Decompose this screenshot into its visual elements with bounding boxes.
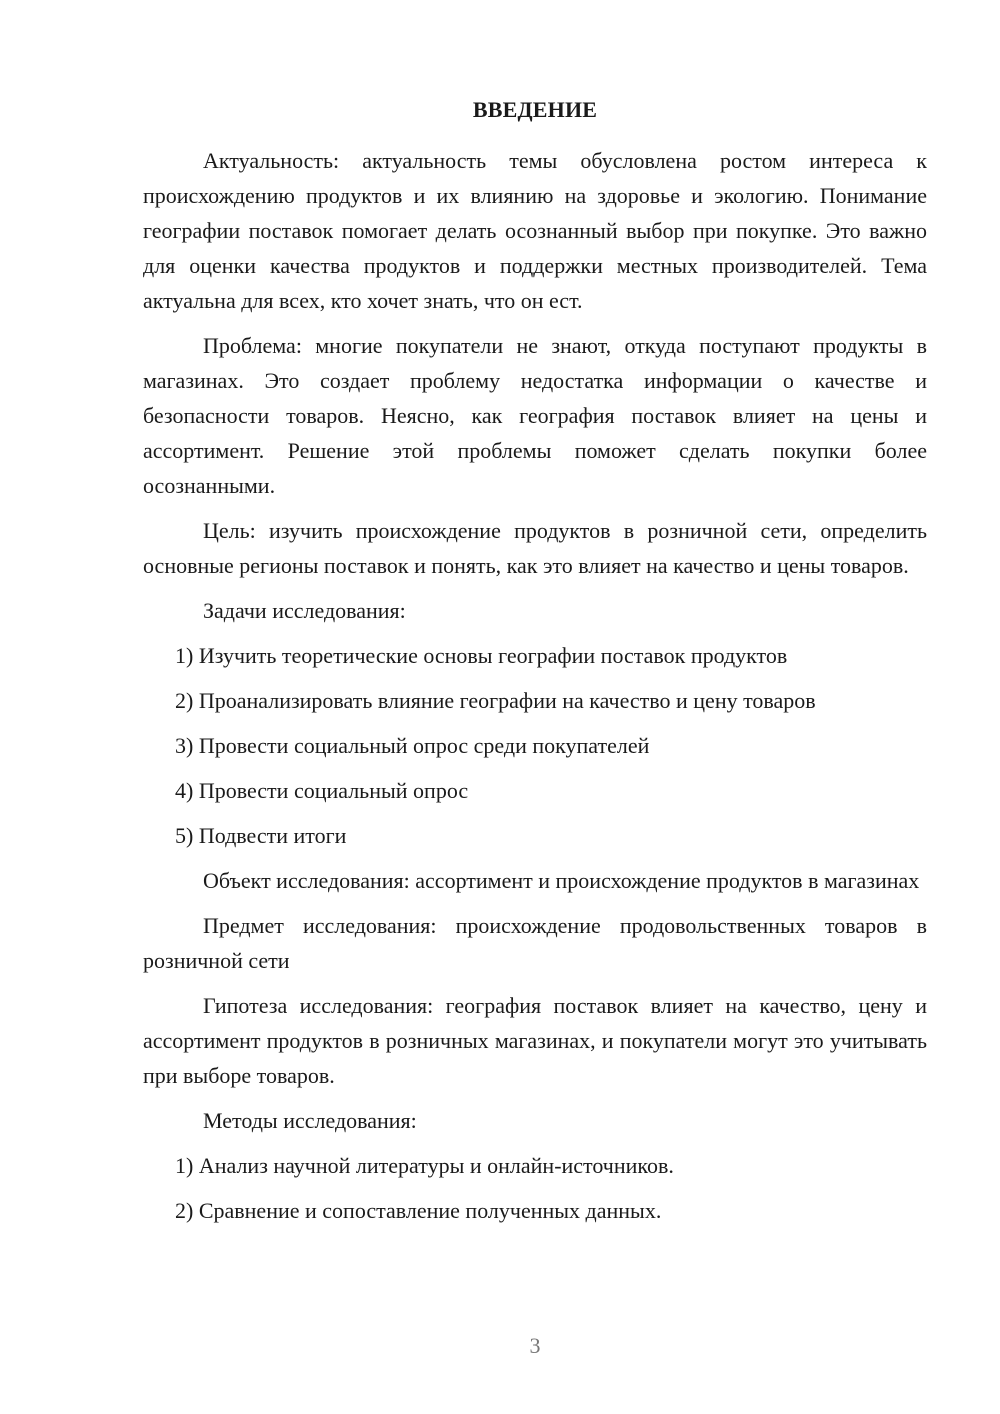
- relevance-paragraph: Актуальность: актуальность темы обусловлена ростом интереса к происхождению продуктов и их влиянию на здоровье и экологию. Понимание географии поставок помогает делать осознанный выбор при покупке. Это важно для оценки качества продуктов и поддержки местных производителей. Тема актуальна для всех, кто хочет знать, что он ест.: [143, 148, 927, 313]
- page-content: [143, 95, 927, 1238]
- subject-paragraph: Предмет исследования: происхождение продовольственных товаров в розничной сети: [143, 913, 927, 973]
- task-item: 2) Проанализировать влияние географии на качество и цену товаров: [175, 688, 816, 713]
- task-item: 5) Подвести итоги: [175, 823, 347, 848]
- task-item: 3) Провести социальный опрос среди покупателей: [175, 733, 650, 758]
- section-heading: ВВЕДЕНИЕ: [472, 97, 598, 122]
- goal-paragraph: Цель: изучить происхождение продуктов в розничной сети, определить основные регионы поставок и понять, как это влияет на качество и цены товаров.: [143, 518, 927, 578]
- object-paragraph: Объект исследования: ассортимент и происхождение продуктов в магазинах: [203, 868, 920, 893]
- methods-label: Методы исследования:: [203, 1108, 417, 1133]
- problem-paragraph: Проблема: многие покупатели не знают, откуда поступают продукты в магазинах. Это создает проблему недостатка информации о качестве и безопасности товаров. Неясно, как география поставок влияет на цены и ассортимент. Решение этой проблемы поможет сделать покупки более осознанными.: [143, 333, 927, 498]
- task-item: 4) Провести социальный опрос: [175, 778, 469, 803]
- method-item: 1) Анализ научной литературы и онлайн-источников.: [175, 1153, 674, 1178]
- task-item: 1) Изучить теоретические основы географии поставок продуктов: [175, 643, 788, 668]
- page-number: 3: [529, 1333, 541, 1358]
- tasks-label: Задачи исследования:: [203, 598, 406, 623]
- method-item: 2) Сравнение и сопоставление полученных данных.: [175, 1198, 662, 1223]
- hypothesis-paragraph: Гипотеза исследования: география поставок влияет на качество, цену и ассортимент продуктов в розничных магазинах, и покупатели могут это учитывать при выборе товаров.: [143, 993, 927, 1088]
